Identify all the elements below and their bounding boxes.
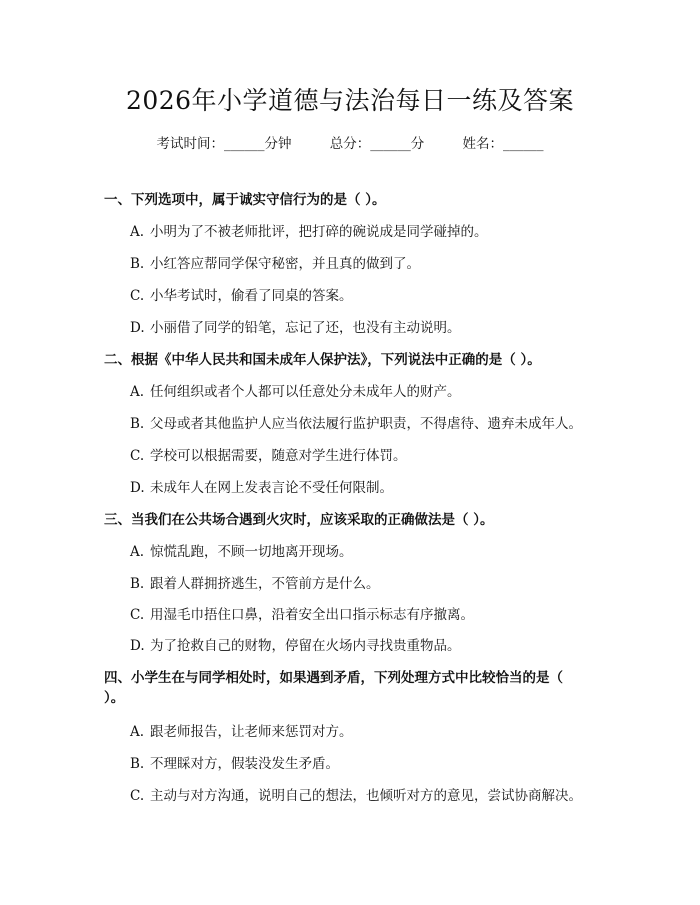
option-text: 跟老师报告，让老师来惩罚对方。 xyxy=(150,724,353,740)
option-label: B. xyxy=(130,576,145,592)
option-label: B. xyxy=(130,756,145,772)
question-2-option-b xyxy=(130,414,670,434)
option-label: B. xyxy=(130,256,145,272)
question-2-title: 二、根据《中华人民共和国未成年人保护法》，下列说法中正确的是（ ）。 xyxy=(104,352,541,368)
question-1-option-b xyxy=(130,254,670,274)
question-2-option-c xyxy=(130,446,670,466)
total-score-label: 总分： xyxy=(329,136,371,152)
option-label: A. xyxy=(130,724,145,740)
option-text: 小明为了不被老师批评，把打碎的碗说成是同学碰掉的。 xyxy=(150,224,488,240)
option-label: C. xyxy=(130,788,145,804)
question-4-title: 四、小学生在与同学相处时，如果遇到矛盾，下列处理方式中比较恰当的是（ ）。 xyxy=(104,670,563,706)
question-1-option-a xyxy=(130,222,670,242)
option-label: A. xyxy=(130,544,145,560)
option-text: 小红答应帮同学保守秘密，并且真的做到了。 xyxy=(150,256,420,272)
question-3-option-a xyxy=(130,542,670,562)
option-text: 学校可以根据需要，随意对学生进行体罚。 xyxy=(150,448,407,464)
question-1-title: 一、下列选项中，属于诚实守信行为的是（ ）。 xyxy=(104,192,386,208)
option-label: B. xyxy=(130,416,145,432)
student-name-label: 姓名： xyxy=(462,136,504,152)
exam-time-field xyxy=(156,136,291,152)
question-4-option-b xyxy=(130,754,670,774)
question-3-option-c xyxy=(130,605,670,625)
option-text: 惊慌乱跑，不顾一切地离开现场。 xyxy=(150,544,353,560)
option-text: 跟着人群拥挤逃生，不管前方是什么。 xyxy=(150,576,380,592)
student-name-blank: ______ xyxy=(503,136,544,152)
question-2-option-a xyxy=(130,382,670,402)
option-label: A. xyxy=(130,224,145,240)
question-4-option-c xyxy=(130,786,670,806)
exam-time-blank: ______ xyxy=(223,136,265,152)
option-label: A. xyxy=(130,384,145,400)
option-label: D. xyxy=(130,320,145,336)
exam-info-line xyxy=(0,132,700,152)
option-label: D. xyxy=(130,480,145,496)
page-title: 2026年小学道德与法治每日一练及答案 xyxy=(125,86,575,115)
option-text: 主动与对方沟通，说明自己的想法，也倾听对方的意见，尝试协商解决。 xyxy=(150,788,582,804)
exam-time-unit: 分钟 xyxy=(264,136,292,152)
total-score-field xyxy=(330,136,425,152)
option-label: C. xyxy=(130,288,145,304)
option-label: D. xyxy=(130,638,145,654)
total-score-blank: ______ xyxy=(370,136,411,152)
question-4-option-a xyxy=(130,722,670,742)
option-text: 用湿毛巾捂住口鼻，沿着安全出口指示标志有序撤离。 xyxy=(150,607,474,623)
option-text: 任何组织或者个人都可以任意处分未成年人的财产。 xyxy=(150,384,461,400)
option-text: 不理睬对方，假装没发生矛盾。 xyxy=(150,756,339,772)
question-3-option-b xyxy=(130,574,670,594)
option-text: 父母或者其他监护人应当依法履行监护职责，不得虐待、遗弃未成年人。 xyxy=(150,416,582,432)
option-text: 未成年人在网上发表言论不受任何限制。 xyxy=(150,480,393,496)
question-3-option-d xyxy=(130,636,670,656)
question-1-option-c xyxy=(130,286,670,306)
option-label: C. xyxy=(130,607,145,623)
question-2-option-d xyxy=(130,478,670,498)
exam-time-label: 考试时间： xyxy=(156,136,224,152)
option-text: 小华考试时，偷看了同桌的答案。 xyxy=(150,288,353,304)
total-score-unit: 分 xyxy=(410,136,425,152)
student-name-field xyxy=(463,136,544,152)
option-label: C. xyxy=(130,448,145,464)
option-text: 为了抢救自己的财物，停留在火场内寻找贵重物品。 xyxy=(150,638,461,654)
question-1-option-d xyxy=(130,318,670,338)
option-text: 小丽借了同学的铅笔，忘记了还，也没有主动说明。 xyxy=(150,320,461,336)
question-3-title: 三、当我们在公共场合遇到火灾时，应该采取的正确做法是（ ）。 xyxy=(104,512,494,528)
